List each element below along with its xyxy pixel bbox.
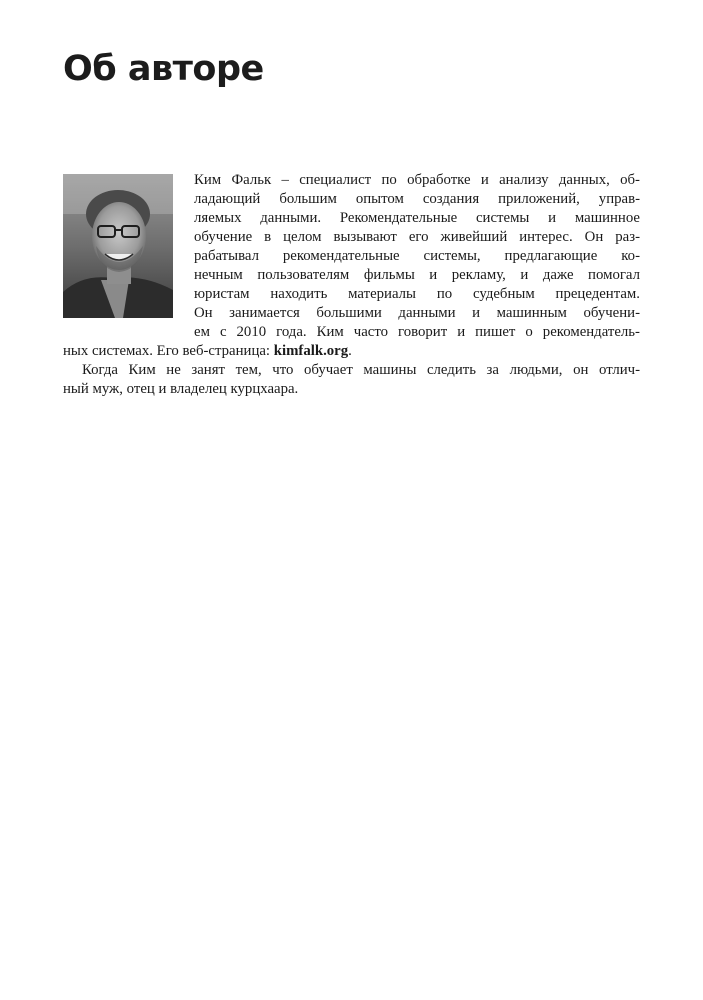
- bio-line: ляемых данными. Рекомендательные системы и машинное: [194, 210, 640, 226]
- bio-line: юристам находить материалы по судебным прецедентам.: [194, 286, 640, 302]
- bio-line: обучение в целом вызывают его живейший интерес. Он раз-: [194, 229, 640, 245]
- author-photo: [63, 174, 173, 318]
- bio-line-website: [63, 342, 640, 361]
- bio-line: Ким Фальк – специалист по обработке и анализу данных, об-: [194, 172, 640, 188]
- bio-line: Он занимается большими данными и машинным обучени-: [194, 305, 640, 321]
- bio-line: рабатывал рекомендательные системы, предлагающие ко-: [194, 248, 640, 264]
- website-link[interactable]: kimfalk.org: [273, 343, 349, 359]
- bio-line-punct: .: [348, 343, 352, 359]
- bio-line-text: ных системах. Его веб-страница:: [63, 343, 274, 359]
- bio-paragraph2-line: Когда Ким не занят тем, что обучает машины следить за людьми, он отлич-: [82, 362, 640, 378]
- bio-line: ем с 2010 года. Ким часто говорит и пишет о рекомендатель-: [194, 324, 640, 340]
- bio-line: ладающий большим опытом создания приложений, управ-: [194, 191, 640, 207]
- page-title: Об авторе: [63, 49, 264, 89]
- bio-line: нечным пользователям фильмы и рекламу, и даже помогал: [194, 267, 640, 283]
- bio-paragraph2-line: ный муж, отец и владелец курцхаара.: [63, 381, 299, 397]
